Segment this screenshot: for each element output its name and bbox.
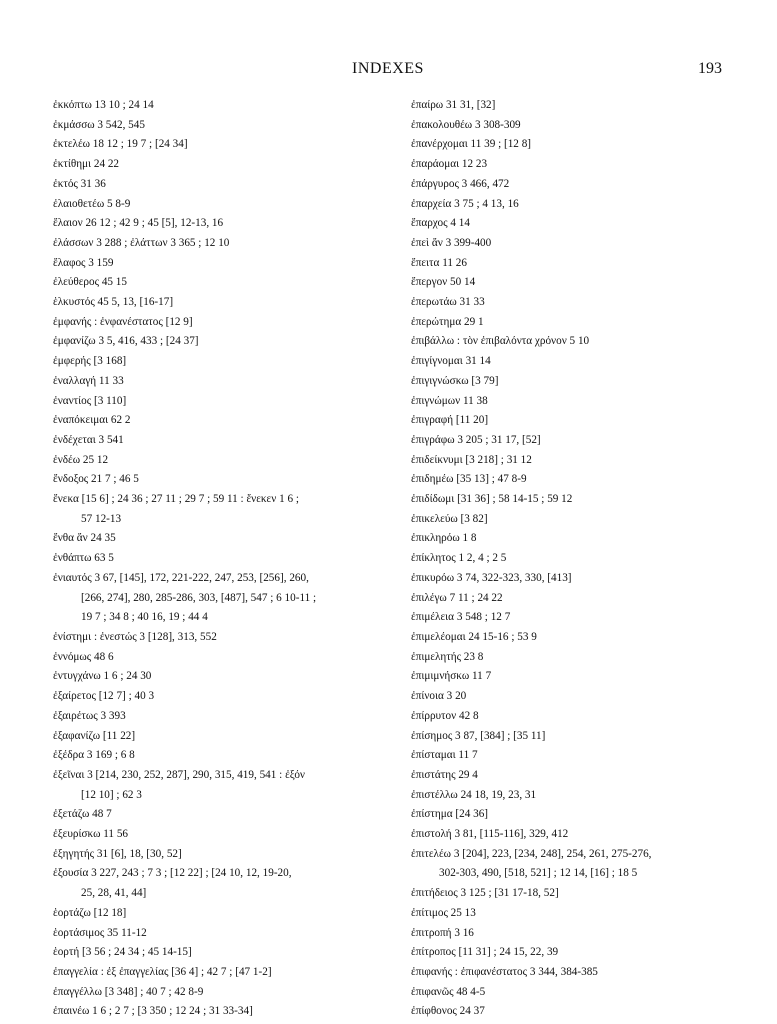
index-entry: ἐπιμέλεια 3 548 ; 12 7 [411, 611, 511, 624]
index-entry: ἐκκόπτω 13 10 ; 24 14 [53, 99, 154, 111]
index-entry: ἐμφανίζω 3 5, 416, 433 ; [24 37] [53, 335, 199, 348]
index-entry: ἐπίτιμος 25 13 [411, 906, 476, 919]
index-column-left [53, 96, 373, 1022]
index-entry: ἐμφερής [3 168] [53, 355, 127, 368]
index-entry: ἐξετάζω 48 7 [53, 808, 112, 821]
index-entry: ἐνίστημι : ἐνεστώς 3 [128], 313, 552 [53, 630, 217, 643]
index-entry: ἐπαγγέλλω [3 348] ; 40 7 ; 42 8-9 [53, 985, 204, 998]
index-entry: ἐνιαυτός 3 67, [145], 172, 221-222, 247, 253, [256], 260, [53, 571, 309, 584]
index-entry: ἐπιδείκνυμι [3 218] ; 31 12 [411, 453, 532, 466]
index-entry: ἐπεὶ ἄν 3 399-400 [411, 236, 492, 249]
page-title: INDEXES [352, 60, 424, 77]
index-entry: [266, 274], 280, 285-286, 303, [487], 547 ; 6 10-11 ; [81, 591, 317, 604]
index-entry: ἐπιτελέω 3 [204], 223, [234, 248], 254, 261, 275-276, [411, 847, 652, 860]
index-entry: ἐνδέχεται 3 541 [53, 433, 124, 446]
index-entry: ἐμφανής : ἐνφανέστατος [12 9] [53, 315, 193, 328]
index-entry: ἐξευρίσκω 11 56 [53, 828, 129, 841]
index-entry: ἐπίτροπος [11 31] ; 24 15, 22, 39 [411, 946, 559, 959]
index-entry: ἐπιδημέω [35 13] ; 47 8-9 [411, 473, 527, 486]
index-entry: ἐπιφανής : ἐπιφανέστατος 3 344, 384-385 [411, 965, 598, 978]
index-entry: ἐπικληρόω 1 8 [411, 532, 477, 545]
index-entry: ἐξεῖναι 3 [214, 230, 252, 287], 290, 315, 419, 541 : ἐξόν [53, 768, 305, 781]
index-entry: ἐπιγράφω 3 205 ; 31 17, [52] [411, 433, 541, 446]
index-entry: 302-303, 490, [518, 521] ; 12 14, [16] ; 18 5 [439, 867, 638, 880]
index-entry: ἑλκυστός 45 5, 13, [16-17] [53, 296, 174, 309]
index-entry: ἐπιμιμνήσκω 11 7 [411, 670, 492, 683]
index-entry: ἐπιτήδειος 3 125 ; [31 17-18, 52] [411, 887, 559, 900]
index-entry: ἐλάσσων 3 288 ; ἐλάττων 3 365 ; 12 10 [53, 236, 230, 249]
page-number: 193 [698, 60, 722, 77]
running-header [0, 60, 777, 84]
index-entry: ἐννόμως 48 6 [53, 650, 114, 663]
index-entry: ἐκτίθημι 24 22 [53, 158, 120, 171]
index-entry: ἐπικυρόω 3 74, 322-323, 330, [413] [411, 571, 572, 584]
index-entry: ἐξηγητής 31 [6], 18, [30, 52] [53, 847, 182, 860]
index-entry: ἐπικελεύω [3 82] [411, 512, 488, 525]
index-entry: ἐξουσία 3 227, 243 ; 7 3 ; [12 22] ; [24 10, 12, 19-20, [53, 867, 292, 880]
index-entry: ἐξέδρα 3 169 ; 6 8 [53, 749, 135, 762]
index-entry: ἐπιμελητής 23 8 [411, 650, 484, 663]
index-entry: ἐπιμελέομαι 24 15-16 ; 53 9 [411, 630, 537, 643]
index-entry: ἐλαιοθετέω 5 8-9 [53, 197, 131, 210]
index-entry: [12 10] ; 62 3 [81, 788, 142, 801]
index-entry: ἐπερωτάω 31 33 [411, 296, 485, 309]
index-entry: 57 12-13 [81, 512, 122, 525]
index-entry: ἐπίστημα [24 36] [411, 808, 489, 821]
index-entry: ἐναντίος [3 110] [53, 394, 127, 407]
index-entry: ἐπακολουθέω 3 308-309 [411, 118, 521, 131]
index-entry: ἐπίκλητος 1 2, 4 ; 2 5 [411, 552, 507, 565]
index-entry: ἔπαρχος 4 14 [411, 217, 470, 230]
index-entry: ἕνεκα [15 6] ; 24 36 ; 27 11 ; 29 7 ; 59 11 : ἕνεκεν 1 6 ; [53, 493, 299, 506]
index-entry: ἐκμάσσω 3 542, 545 [53, 118, 145, 131]
index-entry: ἐξαφανίζω [11 22] [53, 729, 136, 742]
index-entry: ἐπαράομαι 12 23 [411, 158, 488, 171]
index-entry: ἐπίνοια 3 20 [411, 690, 467, 703]
index-entry: ἐκτελέω 18 12 ; 19 7 ; [24 34] [53, 138, 188, 151]
index-entry: ἔλαφος 3 159 [53, 256, 114, 269]
index-entry: ἐπιδίδωμι [31 36] ; 58 14-15 ; 59 12 [411, 493, 573, 506]
index-entry: ἐπαίρω 31 31, [32] [411, 99, 496, 111]
index-entry: ἐπάργυρος 3 466, 472 [411, 177, 510, 190]
index-entry: ἐπιτροπή 3 16 [411, 926, 474, 939]
index-entry: ἐκτός 31 36 [53, 177, 106, 190]
index-entry: ἐπιγιγνώσκω [3 79] [411, 374, 499, 387]
index-entry: ἐπαρχεία 3 75 ; 4 13, 16 [411, 197, 519, 210]
index-column-right [411, 96, 736, 1022]
index-entry: ἐπαινέω 1 6 ; 2 7 ; [3 350 ; 12 24 ; 31 33-34] [53, 1005, 253, 1018]
index-entry: ἐπιλέγω 7 11 ; 24 22 [411, 591, 503, 604]
index-entry: ἔλαιον 26 12 ; 42 9 ; 45 [5], 12-13, 16 [53, 217, 224, 230]
index-entry: ἐπίφθονος 24 37 [411, 1005, 485, 1018]
index-entry: 25, 28, 41, 44] [81, 887, 147, 900]
index-entry: ἑορτάσιμος 35 11-12 [53, 926, 147, 939]
index-entry: ἐπίσημος 3 87, [384] ; [35 11] [411, 729, 546, 742]
index-entry: 19 7 ; 34 8 ; 40 16, 19 ; 44 4 [81, 611, 208, 624]
index-entry: ἔπεργον 50 14 [411, 276, 476, 289]
index-entry: ἐπερώτημα 29 1 [411, 315, 484, 328]
index-entry: ἐπιβάλλω : τὸν ἐπιβαλόντα χρόνον 5 10 [411, 335, 590, 348]
index-entry: ἐλεύθερος 45 15 [53, 276, 127, 289]
index-entry: ἔνθα ἄν 24 35 [53, 532, 116, 545]
index-entry: ἔνδοξος 21 7 ; 46 5 [53, 473, 139, 486]
index-entry: ἐπιστολή 3 81, [115-116], 329, 412 [411, 828, 569, 841]
index-entry: ἐξαιρέτως 3 393 [53, 709, 126, 722]
index-entry: ἐπίσταμαι 11 7 [411, 749, 478, 762]
index-entry: ἑορτή [3 56 ; 24 34 ; 45 14-15] [53, 946, 192, 959]
index-entry: ἐπιστέλλω 24 18, 19, 23, 31 [411, 788, 537, 801]
index-entry: ἔπειτα 11 26 [411, 256, 467, 269]
index-entry: ἐντυγχάνω 1 6 ; 24 30 [53, 670, 152, 683]
index-entry: ἐπιγραφή [11 20] [411, 414, 489, 427]
index-entry: ἐπιφανῶς 48 4-5 [411, 985, 486, 998]
index-entry: ἐπίρρυτον 42 8 [411, 709, 479, 722]
index-entry: ἐπιγίγνομαι 31 14 [411, 355, 491, 368]
index-entry: ἐπανέρχομαι 11 39 ; [12 8] [411, 138, 532, 151]
index-entry: ἐπιγνώμων 11 38 [411, 394, 488, 407]
index-entry: ἐπιστάτης 29 4 [411, 768, 478, 781]
index-entry: ἐπαγγελία : ἐξ ἐπαγγελίας [36 4] ; 42 7 ; [47 1-2] [53, 965, 272, 978]
index-entry: ἑορτάζω [12 18] [53, 906, 127, 919]
index-entry: ἐναπόκειμαι 62 2 [53, 414, 131, 427]
index-entry: ἐνθάπτω 63 5 [53, 552, 114, 565]
index-entry: ἐναλλαγή 11 33 [53, 374, 124, 387]
index-entry: ἐξαίρετος [12 7] ; 40 3 [53, 690, 155, 703]
index-entry: ἐνδέω 25 12 [53, 453, 109, 466]
